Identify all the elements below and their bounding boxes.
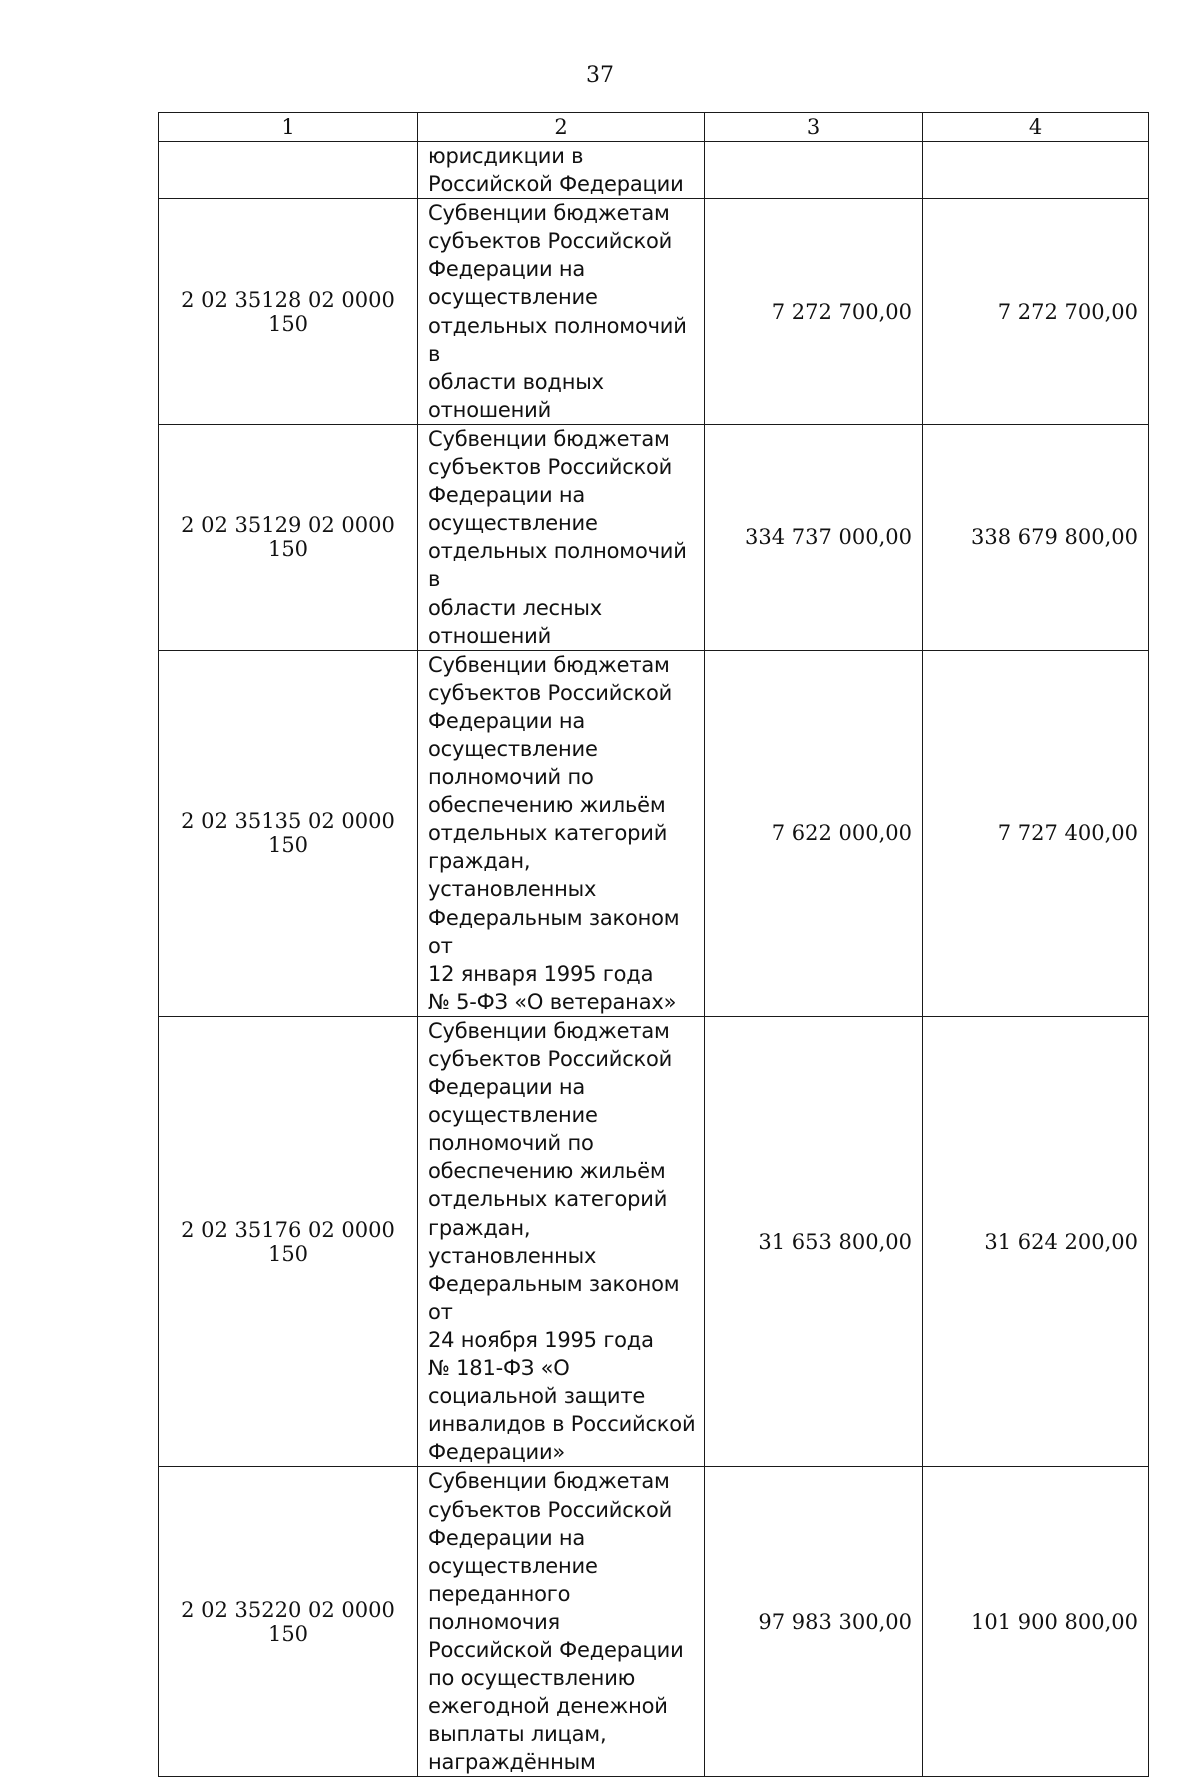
description-line: Федерации на xyxy=(428,1525,586,1550)
description-line: выплаты лицам, xyxy=(428,1722,607,1747)
description-line: переданного полномочия xyxy=(428,1581,571,1634)
amount-column-3-cell: 7 622 000,00 xyxy=(705,650,923,1016)
description-line: осуществление xyxy=(428,285,598,310)
table-body xyxy=(159,142,1149,1777)
description-line: граждан, установленных xyxy=(428,849,597,902)
revenue-code-cell: 2 02 35220 02 0000 150 xyxy=(159,1467,418,1777)
description-line: юрисдикции в xyxy=(428,144,584,168)
description-line: отдельных категорий xyxy=(428,821,668,846)
description-line: Федерации» xyxy=(428,1440,566,1465)
description-line: осуществление xyxy=(428,1103,598,1128)
table-header-row xyxy=(159,113,1149,142)
table-row xyxy=(159,142,1149,199)
description-line: граждан, установленных xyxy=(428,1215,597,1268)
description-line: Субвенции бюджетам xyxy=(428,1469,670,1494)
page-number: 37 xyxy=(586,63,614,88)
description-cell xyxy=(418,142,705,199)
description-line: области водных xyxy=(428,369,604,394)
description-line: полномочий по xyxy=(428,1131,594,1156)
description-line: ежегодной денежной xyxy=(428,1694,668,1719)
description-line: субъектов Российской xyxy=(428,455,673,480)
table-row xyxy=(159,424,1149,650)
description-line: № 181-ФЗ «О xyxy=(428,1356,570,1381)
description-line: 12 января 1995 года xyxy=(428,961,654,986)
amount-column-4-cell: 7 272 700,00 xyxy=(923,199,1149,425)
description-line: Субвенции бюджетам xyxy=(428,1018,670,1043)
column-header-1: 1 xyxy=(159,113,418,142)
description-line: Федерации на xyxy=(428,708,586,733)
amount-column-3-cell: 334 737 000,00 xyxy=(705,424,923,650)
amount-column-4-cell: 7 727 400,00 xyxy=(923,650,1149,1016)
description-line: инвалидов в Российской xyxy=(428,1412,696,1437)
revenue-code-cell xyxy=(159,142,418,199)
amount-column-3-cell: 97 983 300,00 xyxy=(705,1467,923,1777)
description-line: области лесных xyxy=(428,595,603,620)
description-line: отдельных категорий xyxy=(428,1187,668,1212)
description-cell xyxy=(418,650,705,1016)
description-line: обеспечению жильём xyxy=(428,1159,666,1184)
description-line: награждённым xyxy=(428,1750,596,1775)
description-line: социальной защите xyxy=(428,1384,646,1409)
description-line: субъектов Российской xyxy=(428,1497,673,1522)
description-line: Российской Федерации xyxy=(428,1637,684,1662)
revenue-code-cell: 2 02 35129 02 0000 150 xyxy=(159,424,418,650)
description-cell xyxy=(418,199,705,425)
description-line: осуществление xyxy=(428,1553,598,1578)
budget-revenue-table xyxy=(158,112,1149,1777)
description-line: Федерации на xyxy=(428,257,586,282)
amount-column-4-cell: 31 624 200,00 xyxy=(923,1016,1149,1467)
revenue-code-cell: 2 02 35176 02 0000 150 xyxy=(159,1016,418,1467)
description-line: отношений xyxy=(428,623,552,648)
description-line: Федеральным законом от xyxy=(428,905,680,958)
table-row xyxy=(159,650,1149,1016)
description-line: Субвенции бюджетам xyxy=(428,652,670,677)
table-row xyxy=(159,1467,1149,1777)
table-row xyxy=(159,199,1149,425)
description-line: отдельных полномочий в xyxy=(428,539,687,592)
description-line: полномочий по xyxy=(428,765,594,790)
description-line: Субвенции бюджетам xyxy=(428,201,670,226)
description-line: отношений xyxy=(428,397,552,422)
description-line: по осуществлению xyxy=(428,1666,636,1691)
description-line: осуществление xyxy=(428,736,598,761)
revenue-code-cell: 2 02 35128 02 0000 150 xyxy=(159,199,418,425)
amount-column-3-cell: 31 653 800,00 xyxy=(705,1016,923,1467)
description-line: Российской Федерации xyxy=(428,172,684,197)
description-line: отдельных полномочий в xyxy=(428,313,687,366)
description-line: 24 ноября 1995 года xyxy=(428,1327,654,1352)
amount-column-4-cell: 338 679 800,00 xyxy=(923,424,1149,650)
description-line: осуществление xyxy=(428,511,598,536)
description-line: № 5-ФЗ «О ветеранах» xyxy=(428,989,677,1014)
description-line: Субвенции бюджетам xyxy=(428,426,670,451)
description-line: Федеральным законом от xyxy=(428,1271,680,1324)
table-row xyxy=(159,1016,1149,1467)
column-header-4: 4 xyxy=(923,113,1149,142)
description-line: субъектов Российской xyxy=(428,229,673,254)
amount-column-3-cell: 7 272 700,00 xyxy=(705,199,923,425)
description-line: субъектов Российской xyxy=(428,1047,673,1071)
amount-column-3-cell xyxy=(705,142,923,199)
column-header-2: 2 xyxy=(418,113,705,142)
description-line: обеспечению жильём xyxy=(428,793,666,818)
column-header-3: 3 xyxy=(705,113,923,142)
description-line: субъектов Российской xyxy=(428,680,673,705)
description-cell xyxy=(418,424,705,650)
description-cell xyxy=(418,1467,705,1777)
description-line: Федерации на xyxy=(428,483,586,508)
amount-column-4-cell: 101 900 800,00 xyxy=(923,1467,1149,1777)
amount-column-4-cell xyxy=(923,142,1149,199)
description-cell xyxy=(418,1016,705,1467)
revenue-code-cell: 2 02 35135 02 0000 150 xyxy=(159,650,418,1016)
description-line: Федерации на xyxy=(428,1075,586,1100)
